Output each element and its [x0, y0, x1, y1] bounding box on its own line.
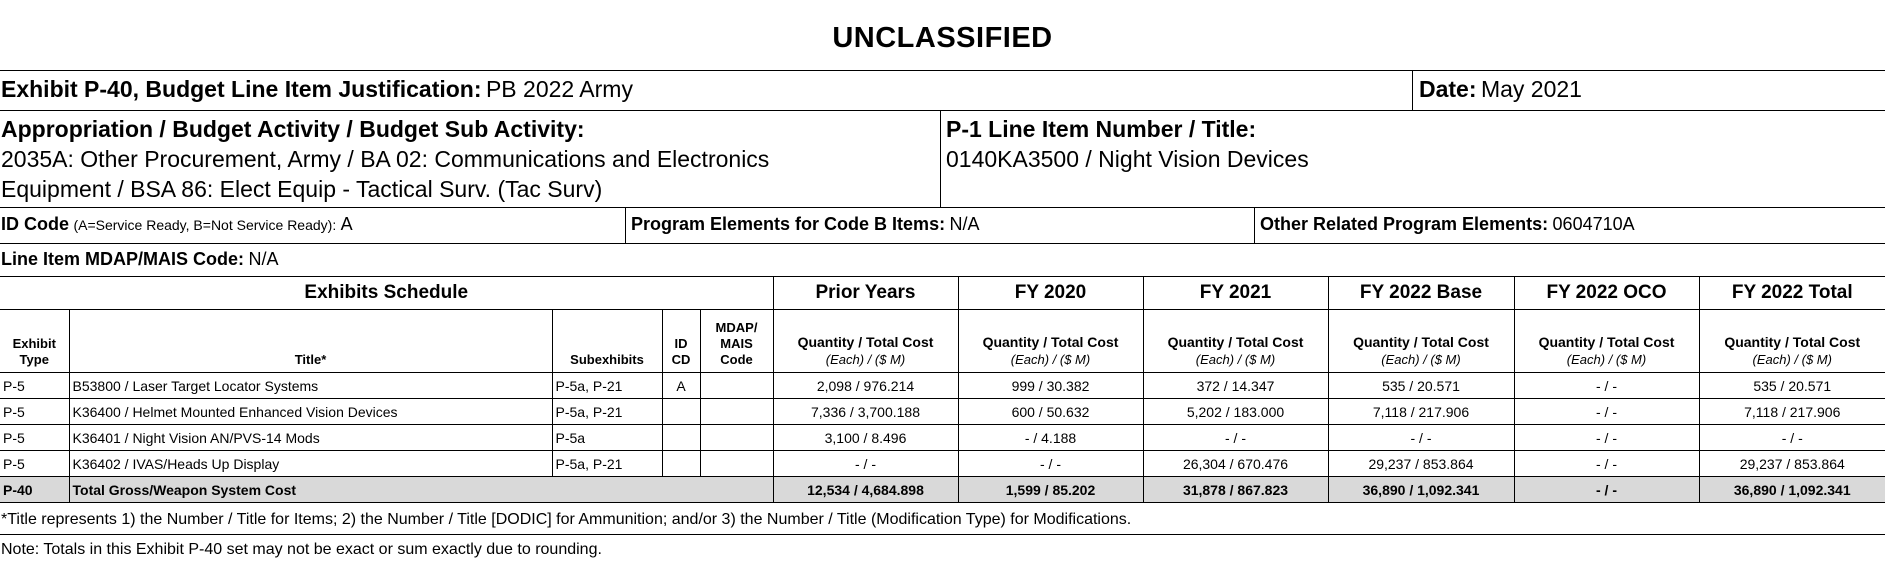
- cell-mdap: [700, 451, 773, 477]
- program-elements-b-value: N/A: [949, 214, 980, 234]
- cell-title: K36400 / Helmet Mounted Enhanced Vision Devices: [69, 399, 552, 425]
- divider: [0, 70, 1885, 71]
- cell-value: 999 / 30.382: [958, 373, 1143, 399]
- period-header: FY 2021: [1143, 277, 1328, 310]
- cell-value: 5,202 / 183.000: [1143, 399, 1328, 425]
- cell-value: - / -: [958, 451, 1143, 477]
- other-program-elements-value: 0604710A: [1552, 214, 1635, 234]
- col-title: Title*: [69, 310, 552, 373]
- cell-value: 12,534 / 4,684.898: [773, 477, 958, 503]
- qty-units: (Each) / ($ M): [1195, 352, 1276, 367]
- divider: [1254, 207, 1255, 243]
- cell-exhibit-type: P-5: [0, 425, 69, 451]
- col-id-cd: ID CD: [662, 310, 700, 373]
- cell-value: 7,118 / 217.906: [1328, 399, 1514, 425]
- divider: [940, 110, 941, 207]
- exhibit-header: [1, 76, 633, 103]
- cell-id-cd: [662, 399, 700, 425]
- period-header: FY 2022 Base: [1328, 277, 1514, 310]
- id-code-label: ID Code: [1, 214, 70, 234]
- other-program-elements-label: Other Related Program Elements:: [1260, 214, 1549, 234]
- cell-value: 7,336 / 3,700.188: [773, 399, 958, 425]
- footnote: *Title represents 1) the Number / Title for Items; 2) the Number / Title [DODIC] for Ammunition; and/or 3) the Number / Title (Modification Type) for Modifications.: [1, 511, 1132, 528]
- cell-title: K36401 / Night Vision AN/PVS-14 Mods: [69, 425, 552, 451]
- qty-units: (Each) / ($ M): [825, 352, 906, 367]
- cell-value: 600 / 50.632: [958, 399, 1143, 425]
- cell-exhibit-type: P-5: [0, 451, 69, 477]
- exhibit-label: Exhibit P-40, Budget Line Item Justification:: [1, 76, 482, 102]
- program-elements-b: [631, 214, 980, 235]
- p1-label: P-1 Line Item Number / Title:: [946, 116, 1257, 142]
- divider: [1412, 70, 1413, 110]
- qty-label: Quantity / Total Cost: [1167, 334, 1304, 350]
- table-row: [0, 425, 1885, 451]
- exhibit-value: PB 2022 Army: [485, 76, 633, 102]
- table-row: [0, 399, 1885, 425]
- divider: [0, 207, 1885, 208]
- period-header: FY 2022 Total: [1699, 277, 1885, 310]
- appropriation-line2: Equipment / BSA 86: Elect Equip - Tactical Surv. (Tac Surv): [1, 176, 603, 202]
- qty-label: Quantity / Total Cost: [1538, 334, 1675, 350]
- qty-label: Quantity / Total Cost: [1724, 334, 1861, 350]
- total-row: [0, 477, 1885, 503]
- cell-mdap: [700, 373, 773, 399]
- period-header: Prior Years: [773, 277, 958, 310]
- period-header: FY 2022 OCO: [1514, 277, 1699, 310]
- cell-value: 36,890 / 1,092.341: [1699, 477, 1885, 503]
- p1-value: 0140KA3500 / Night Vision Devices: [946, 146, 1309, 172]
- cell-value: - / -: [1514, 399, 1699, 425]
- other-program-elements: [1260, 214, 1635, 235]
- cell-title: Total Gross/Weapon System Cost: [69, 477, 773, 503]
- cell-id-cd: [662, 451, 700, 477]
- col-quantity-cost: [958, 310, 1143, 373]
- col-quantity-cost: [1328, 310, 1514, 373]
- mdap-label: Line Item MDAP/MAIS Code:: [1, 249, 245, 269]
- appropriation-line1: 2035A: Other Procurement, Army / BA 02: Communications and Electronics: [1, 146, 770, 172]
- date-label: Date:: [1419, 76, 1477, 102]
- qty-label: Quantity / Total Cost: [797, 334, 934, 350]
- id-code: [1, 214, 353, 235]
- qty-units: (Each) / ($ M): [1752, 352, 1832, 367]
- appropriation-label: Appropriation / Budget Activity / Budget Sub Activity:: [1, 116, 585, 142]
- divider: [0, 243, 1885, 244]
- cell-subexhibits: P-5a: [552, 425, 662, 451]
- cell-subexhibits: P-5a, P-21: [552, 451, 662, 477]
- qty-units: (Each) / ($ M): [1381, 352, 1461, 367]
- cell-value: 3,100 / 8.496: [773, 425, 958, 451]
- cell-value: 36,890 / 1,092.341: [1328, 477, 1514, 503]
- date-block: [1419, 76, 1582, 103]
- cell-title: B53800 / Laser Target Locator Systems: [69, 373, 552, 399]
- cell-value: 1,599 / 85.202: [958, 477, 1143, 503]
- cell-value: - / -: [1143, 425, 1328, 451]
- col-quantity-cost: [1143, 310, 1328, 373]
- cell-mdap: [700, 399, 773, 425]
- cell-value: 31,878 / 867.823: [1143, 477, 1328, 503]
- rounding-note: Note: Totals in this Exhibit P-40 set may not be exact or sum exactly due to rounding.: [1, 541, 602, 558]
- cell-value: 535 / 20.571: [1699, 373, 1885, 399]
- id-code-note: (A=Service Ready, B=Not Service Ready):: [73, 217, 337, 233]
- cell-value: - / -: [1514, 451, 1699, 477]
- cell-value: - / -: [1699, 425, 1885, 451]
- cell-exhibit-type: P-5: [0, 373, 69, 399]
- cell-value: - / -: [773, 451, 958, 477]
- period-header: FY 2020: [958, 277, 1143, 310]
- cell-value: 372 / 14.347: [1143, 373, 1328, 399]
- cell-value: - / -: [1328, 425, 1514, 451]
- mdap-code: [1, 249, 278, 270]
- col-quantity-cost: [773, 310, 958, 373]
- table-row: [0, 451, 1885, 477]
- col-quantity-cost: [1699, 310, 1885, 373]
- cell-subexhibits: P-5a, P-21: [552, 399, 662, 425]
- divider: [0, 534, 1885, 535]
- col-exhibit-type: Exhibit Type: [0, 310, 69, 373]
- qty-label: Quantity / Total Cost: [982, 334, 1119, 350]
- col-subexhibits: Subexhibits: [552, 310, 662, 373]
- id-code-value: A: [340, 214, 353, 234]
- classification-banner: UNCLASSIFIED: [832, 22, 1053, 54]
- cell-subexhibits: P-5a, P-21: [552, 373, 662, 399]
- qty-units: (Each) / ($ M): [1566, 352, 1647, 367]
- cell-exhibit-type: P-40: [0, 477, 69, 503]
- cell-title: K36402 / IVAS/Heads Up Display: [69, 451, 552, 477]
- cell-value: 29,237 / 853.864: [1328, 451, 1514, 477]
- cell-value: 26,304 / 670.476: [1143, 451, 1328, 477]
- cell-value: - / -: [1514, 477, 1699, 503]
- divider: [625, 207, 626, 243]
- cell-value: 2,098 / 976.214: [773, 373, 958, 399]
- cell-value: - / -: [1514, 425, 1699, 451]
- exhibits-schedule-title: Exhibits Schedule: [0, 277, 773, 310]
- cell-value: 7,118 / 217.906: [1699, 399, 1885, 425]
- qty-label: Quantity / Total Cost: [1353, 334, 1489, 350]
- col-mdap-mais: MDAP/ MAIS Code: [700, 310, 773, 373]
- exhibits-schedule-table: [0, 276, 1885, 503]
- cell-exhibit-type: P-5: [0, 399, 69, 425]
- cell-value: - / 4.188: [958, 425, 1143, 451]
- table-row: [0, 373, 1885, 399]
- divider: [0, 110, 1885, 111]
- cell-mdap: [700, 425, 773, 451]
- cell-value: - / -: [1514, 373, 1699, 399]
- col-quantity-cost: [1514, 310, 1699, 373]
- qty-units: (Each) / ($ M): [1010, 352, 1091, 367]
- cell-value: 29,237 / 853.864: [1699, 451, 1885, 477]
- cell-id-cd: A: [662, 373, 700, 399]
- program-elements-b-label: Program Elements for Code B Items:: [631, 214, 946, 234]
- date-value: May 2021: [1480, 76, 1582, 102]
- cell-id-cd: [662, 425, 700, 451]
- mdap-value: N/A: [248, 249, 279, 269]
- cell-value: 535 / 20.571: [1328, 373, 1514, 399]
